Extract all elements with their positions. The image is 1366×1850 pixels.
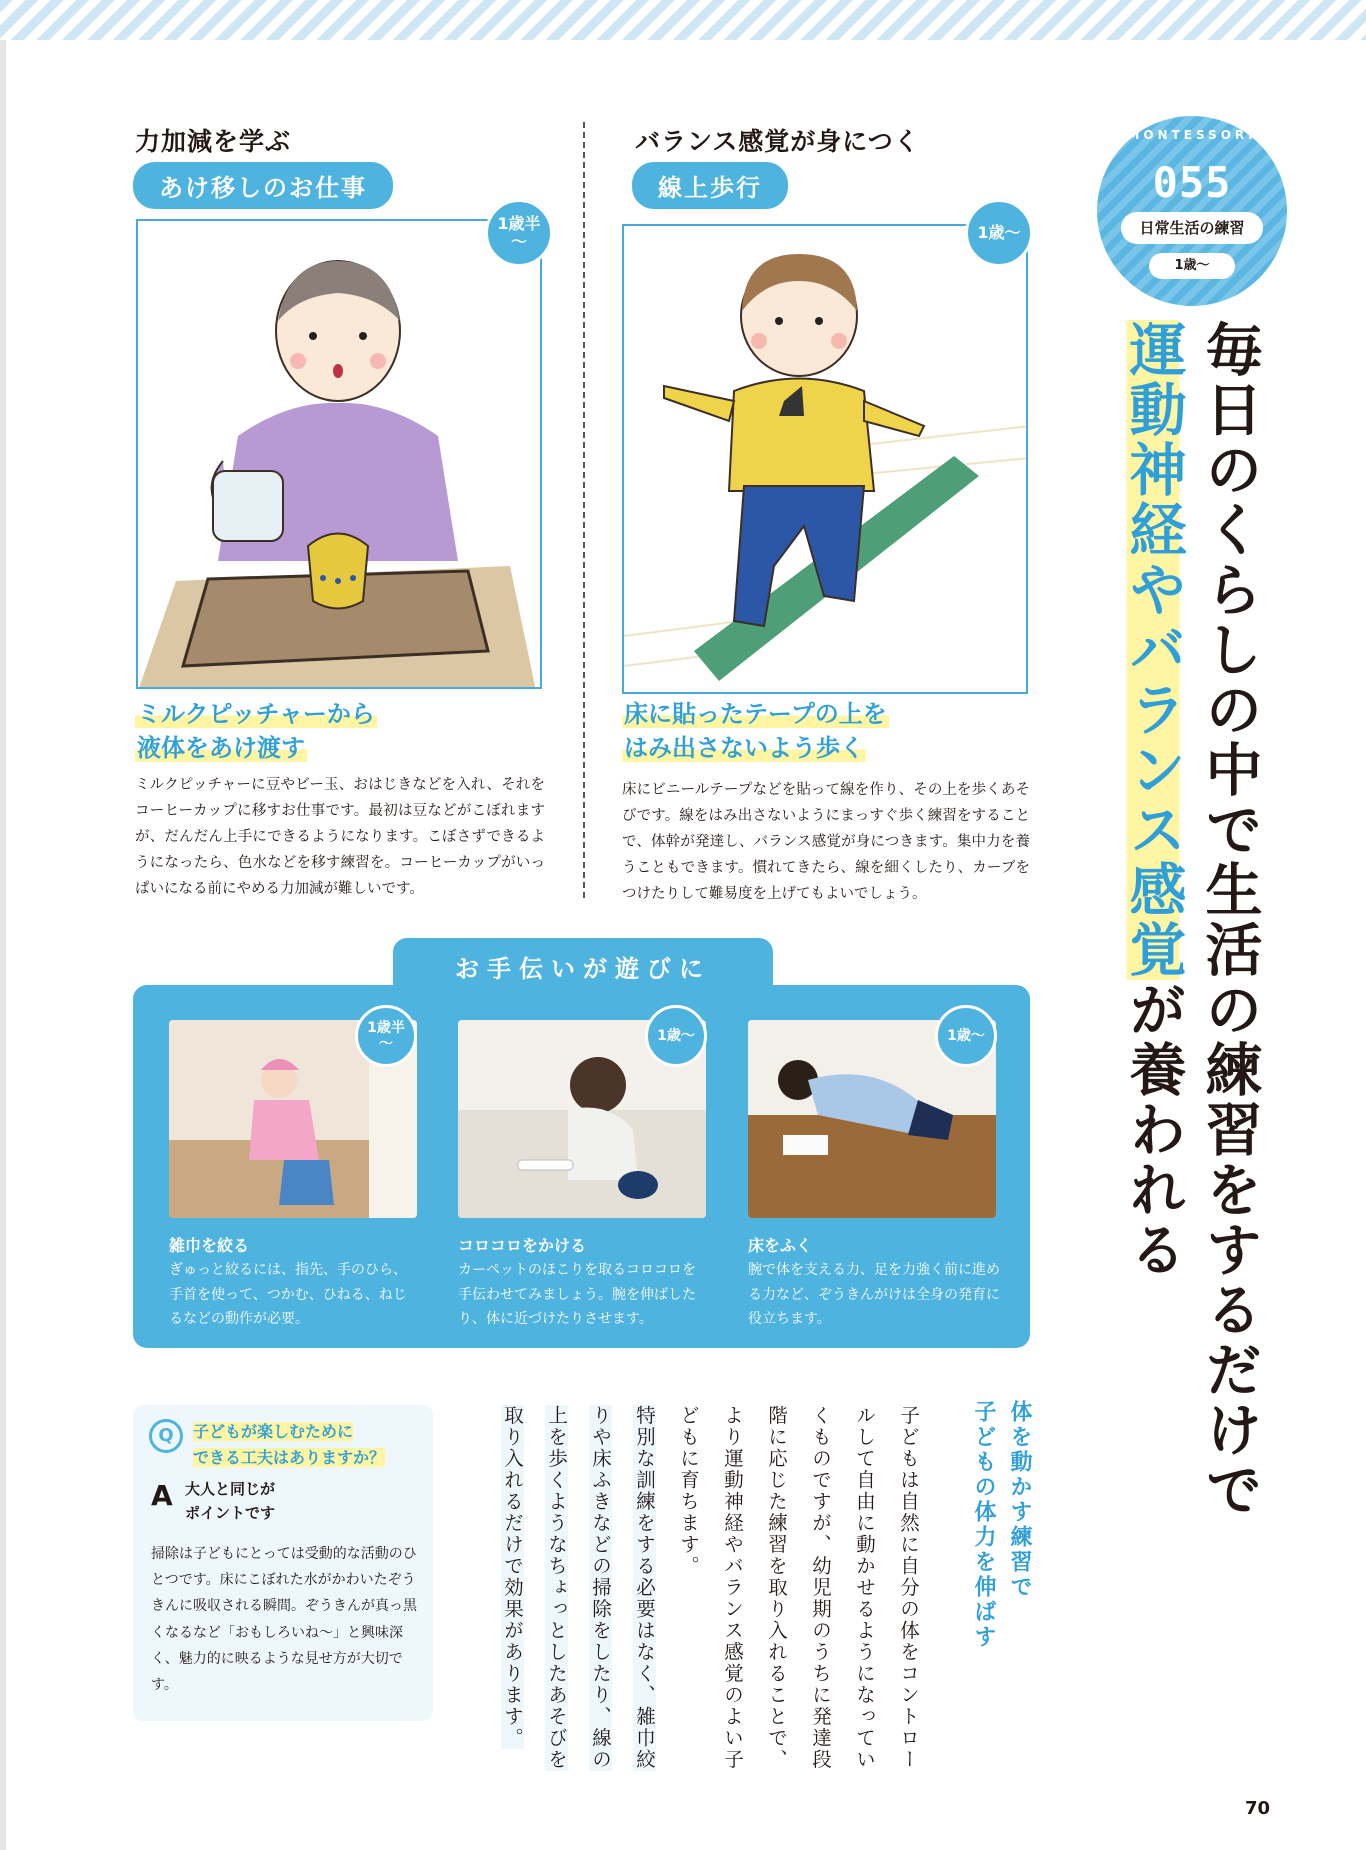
answer-line1: 大人と同じが: [185, 1480, 276, 1498]
sub-heading-line2: 子どもの体力を伸ばす: [971, 1400, 996, 1650]
photo1-text: ぎゅっと絞るには、指先、手のひら、手首を使って、つかむ、ひねる、ねじるなどの動作が必要。: [169, 1262, 407, 1327]
question-line2: できる工夫はありますか？: [193, 1447, 386, 1467]
left-caption-line1: ミルクピッチャーから: [137, 700, 375, 728]
illustration-pouring: [136, 219, 542, 689]
answer-body: 掃除は子どもにとっては受動的な活動のひとつです。床にこぼれた水がかわいたぞうきんに吸収される瞬間。ぞうきんが真っ黒くなるなど「おもしろいね～」と興味深く、魅力的に映るような見せ方が大切です。: [151, 1546, 417, 1693]
montessori-badge: [1097, 116, 1287, 306]
title-rest: が養われる: [1120, 980, 1186, 1280]
question-icon: Q: [149, 1419, 183, 1453]
question-text: [193, 1419, 385, 1470]
right-age-badge: 1歳～: [965, 199, 1033, 267]
left-age-badge: 1歳半 ～: [485, 199, 553, 267]
answer-heading: [185, 1477, 275, 1525]
main-text-p2: 特別な訓練をする必要はなく、雑巾絞りや床ふきなどの掃除をしたり、線の上を歩くようなちょっとしたあそびを取り入れるだけで効果があります。: [501, 1405, 656, 1771]
photo2-age-badge: 1歳～: [645, 1005, 707, 1067]
badge-category: 日常生活の練習: [1121, 212, 1263, 244]
main-vertical-text: [475, 1405, 930, 1775]
page-title-line2: [1120, 320, 1186, 1280]
sub-heading-line1: 体を動かす練習で: [1007, 1400, 1032, 1600]
badge-age: 1歳～: [1149, 253, 1235, 279]
right-body-text: 床にビニールテープなどを貼って線を作り、その上を歩くあそびです。線をはみ出さないようにまっすぐ歩く練習をすることで、体幹が発達し、バランス感覚が身につきます。集中力を養うこともできます。慣れてきたら、線を細くしたり、カーブをつけたりして難易度を上げてもよいでしょう。: [622, 782, 1030, 903]
question-line1: 子どもが楽しむために: [193, 1422, 354, 1441]
illustration-line-walking: [622, 224, 1028, 694]
photo2-text: カーペットのほこりを取るコロコロを手伝わせてみましょう。腕を伸ばしたり、体に近づけたりさせます。: [458, 1262, 696, 1327]
photo1-title: 雑巾を絞る: [169, 1236, 250, 1255]
badge-number: 055: [1152, 158, 1232, 207]
boy-walking-illustration: [624, 226, 1028, 694]
left-section-pill: あけ移しのお仕事: [133, 162, 393, 209]
sub-heading: [965, 1400, 1037, 1650]
right-caption: [622, 697, 889, 765]
left-section-heading: 力加減を学ぶ: [135, 127, 292, 156]
main-text-p1: 子どもは自然に自分の体をコントロールして自由に動かせるようになっていくものですが、幼児期のうちに発達段階に応じた練習を取り入れることで、より運動神経やバランス感覚のよい子どもに育ちます。: [677, 1405, 920, 1771]
photo1-age-badge: 1歳半 ～: [355, 1005, 417, 1067]
page-edge: [0, 0, 6, 1850]
photo2-title: コロコロをかける: [458, 1236, 587, 1255]
right-section-pill: 線上歩行: [632, 162, 788, 209]
help-box-tab: お手伝いが遊びに: [393, 938, 773, 1000]
right-section-heading: バランス感覚が身につく: [635, 127, 920, 156]
help-box: [133, 985, 1030, 1348]
answer-icon: A: [151, 1479, 173, 1512]
right-caption-line1: 床に貼ったテープの上を: [624, 700, 887, 728]
girl-pouring-illustration: [138, 221, 542, 689]
title-highlight: 運動神経やバランス感覚: [1120, 320, 1186, 980]
page-number: 70: [1245, 1798, 1271, 1819]
column-divider: [583, 122, 585, 898]
answer-line2: ポイントです: [185, 1504, 276, 1522]
photo3-text: 腕で体を支える力、足を力強く前に進める力など、ぞうきんがけは全身の発育に役立ちます。: [748, 1262, 1000, 1327]
photo3-age-badge: 1歳～: [935, 1005, 997, 1067]
left-caption-line2: 液体をあけ渡す: [137, 734, 305, 763]
photo3-title: 床をふく: [748, 1236, 813, 1255]
left-caption: [135, 697, 377, 765]
qa-box: [133, 1405, 433, 1721]
top-stripe-border: [0, 0, 1366, 40]
right-caption-line2: はみ出さないよう歩く: [624, 734, 864, 763]
badge-label: MONTESSORI: [1127, 128, 1257, 142]
page-title-line1: 毎日のくらしの中で生活の練習をするだけで: [1196, 320, 1262, 1520]
left-body-text: ミルクピッチャーに豆やビー玉、おはじきなどを入れ、それをコーヒーカップに移すお仕事です。最初は豆などがこぼれますが、だんだん上手にできるようになります。こぼさずできるようになったら、色水などを移す練習を。コーヒーカップがいっぱいになる前にやめる力加減が難しいです。: [135, 777, 545, 898]
